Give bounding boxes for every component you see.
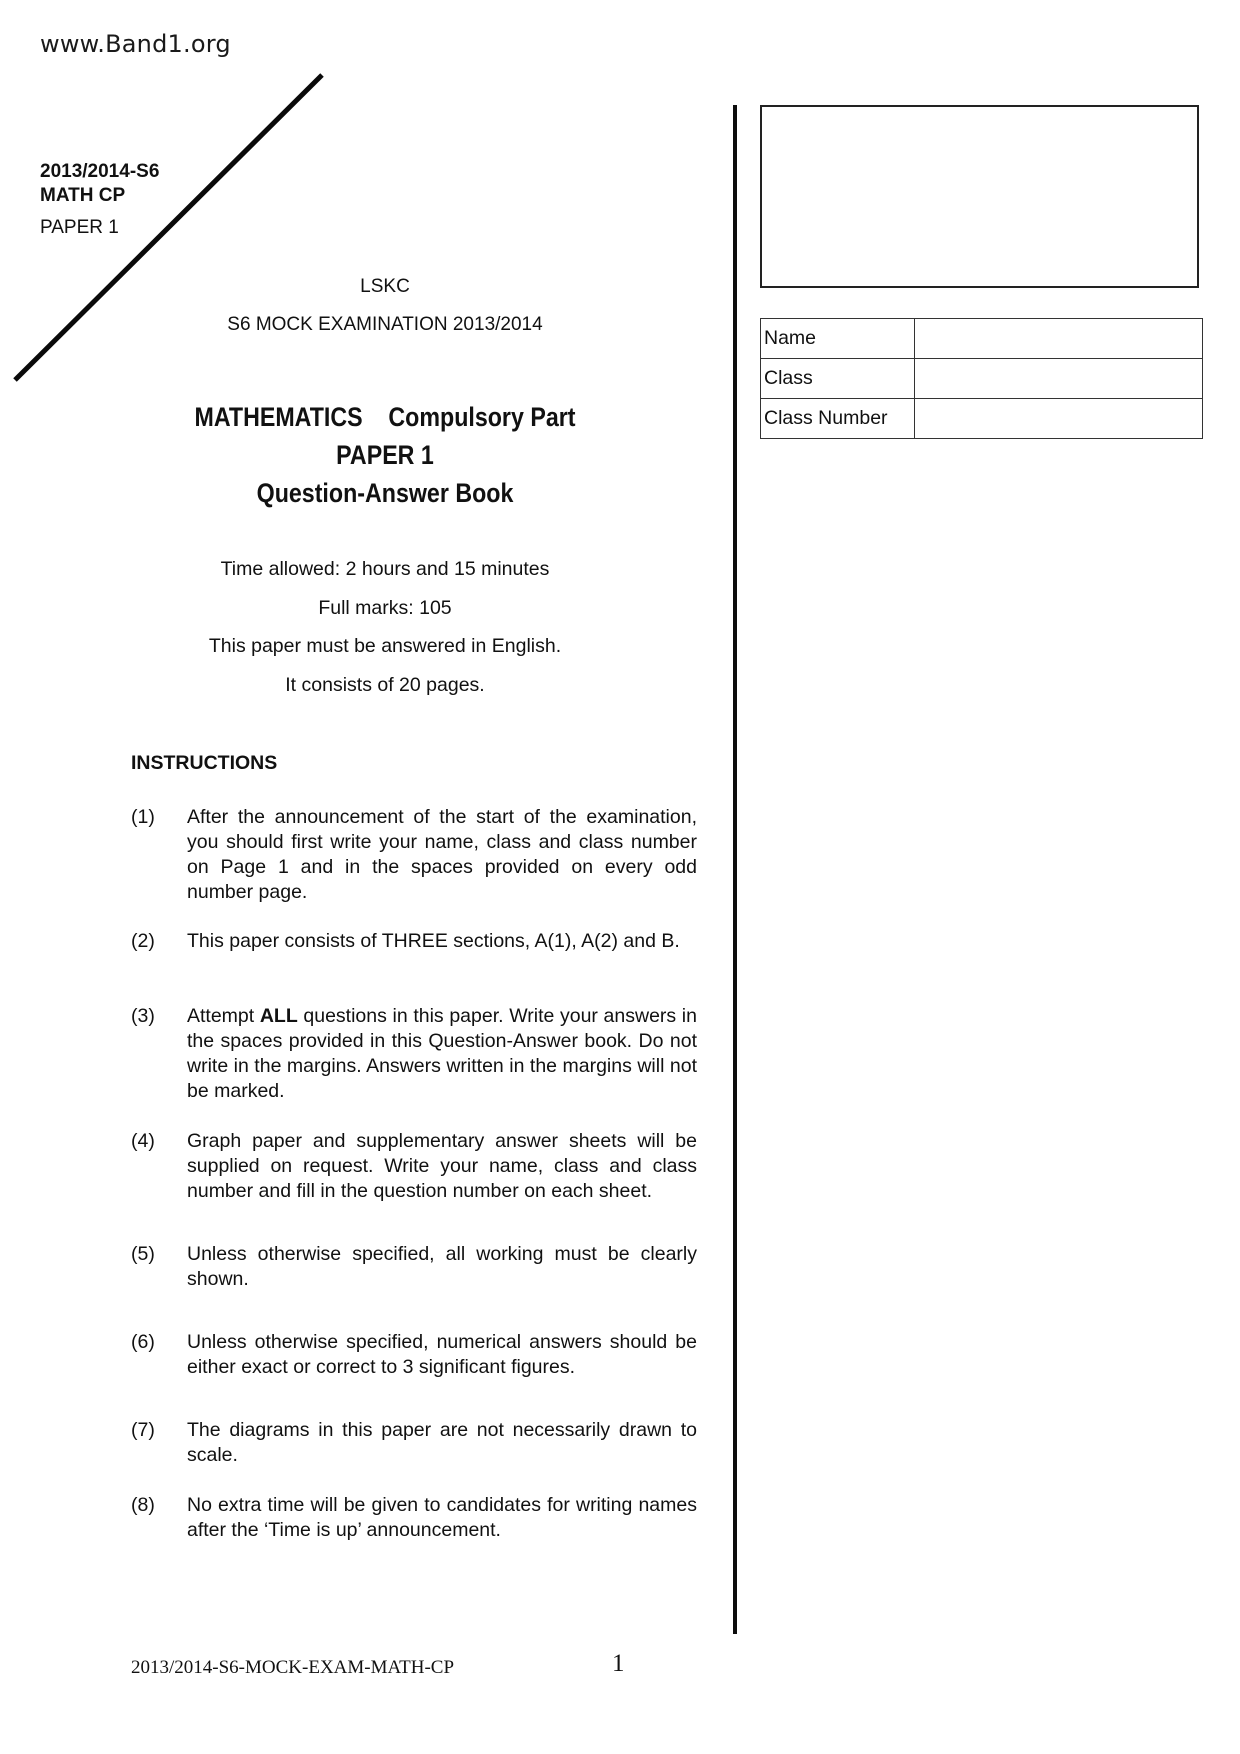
subject-paper: PAPER 1	[336, 440, 434, 470]
instruction-text: No extra time will be given to candidates for writing names after the ‘Time is up’ announcement.	[187, 1494, 697, 1541]
page-number: 1	[612, 1650, 625, 1677]
instruction-number: (6)	[131, 1331, 155, 1353]
instructions-heading: INSTRUCTIONS	[131, 752, 278, 774]
student-info-table	[760, 318, 1203, 439]
paper-code-block	[40, 160, 159, 240]
school-name: LSKC	[360, 276, 410, 297]
instruction-text: Unless otherwise specified, all working must be clearly shown.	[187, 1243, 697, 1290]
instruction-number: (4)	[131, 1130, 155, 1152]
full-marks: Full marks: 105	[318, 596, 452, 619]
watermark: www.Band1.org	[40, 30, 231, 58]
time-allowed: Time allowed: 2 hours and 15 minutes	[220, 558, 550, 580]
instruction-text: The diagrams in this paper are not necessarily drawn to scale.	[187, 1419, 697, 1466]
instruction-text: Attempt ALL questions in this paper. Write your answers in the spaces provided in this Question-Answer book. Do not write in the margins. Answers written in the margins will not be marked.	[187, 1005, 697, 1102]
subject-name: MATHEMATICS	[194, 402, 363, 432]
instruction-number: (7)	[131, 1419, 155, 1441]
instruction-number: (2)	[131, 930, 155, 952]
instruction-text: Unless otherwise specified, numerical answers should be either exact or correct to 3 significant figures.	[187, 1331, 697, 1378]
footer-code: 2013/2014-S6-MOCK-EXAM-MATH-CP	[131, 1657, 455, 1678]
instruction-text: Graph paper and supplementary answer sheets will be supplied on request. Write your name, class and class number and fill in the question number on each sheet.	[187, 1130, 697, 1202]
table-row	[761, 319, 1203, 359]
instruction-number: (3)	[131, 1005, 155, 1027]
instruction-number: (1)	[131, 806, 155, 828]
instruction-number: (5)	[131, 1243, 155, 1265]
name-field[interactable]	[915, 319, 1203, 359]
language-note: This paper must be answered in English.	[208, 635, 562, 657]
class-label: Class	[761, 359, 915, 399]
page-count: It consists of 20 pages.	[285, 673, 485, 696]
class-number-field[interactable]	[915, 399, 1203, 439]
subject-line	[54, 398, 716, 436]
year-form-code: 2013/2014-S6	[40, 161, 160, 182]
margin-divider-line	[733, 105, 737, 1634]
instruction-text: This paper consists of THREE sections, A(1), A(2) and B.	[187, 930, 680, 952]
emphasis-all: ALL	[259, 1005, 298, 1027]
marker-box	[760, 105, 1199, 288]
instruction-text: After the announcement of the start of the examination, you should first write your name, class and class number on Page 1 and in the spaces provided on every odd number page.	[187, 806, 697, 903]
paper-code: PAPER 1	[40, 217, 119, 238]
table-row	[761, 399, 1203, 439]
class-number-label: Class Number	[761, 399, 915, 439]
subject-part: Compulsory Part	[388, 402, 576, 432]
subject-code: MATH CP	[40, 185, 126, 206]
subject-book: Question-Answer Book	[256, 478, 514, 508]
exam-title: S6 MOCK EXAMINATION 2013/2014	[227, 314, 543, 335]
name-label: Name	[761, 319, 915, 359]
subject-title-block	[54, 398, 716, 512]
instruction-number: (8)	[131, 1494, 155, 1516]
class-field[interactable]	[915, 359, 1203, 399]
table-row	[761, 359, 1203, 399]
exam-meta	[0, 550, 770, 704]
